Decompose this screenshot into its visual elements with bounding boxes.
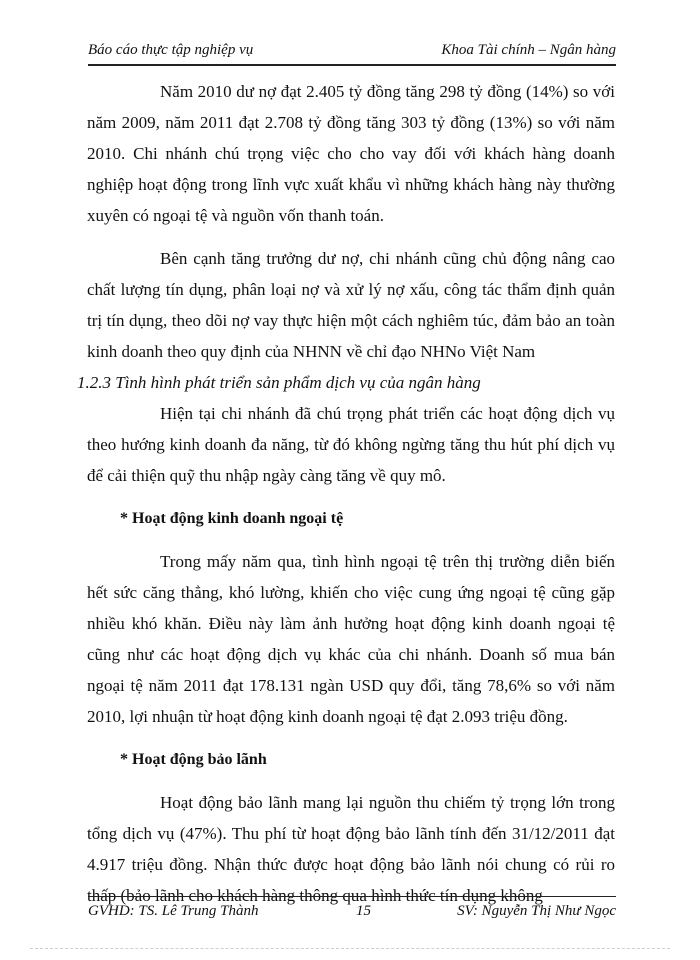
paragraph-credit-quality: Bên cạnh tăng trưởng dư nợ, chi nhánh cũng chủ động nâng cao chất lượng tín dụng, phân loại nợ và xử lý nợ xấu, công tác thẩm định quản trị tín dụng, theo dõi nợ vay thực hiện một cách nghiêm túc, đảm bảo an toàn kinh doanh theo quy định của NHNN về chỉ đạo NHNo Việt Nam bbox=[87, 249, 615, 361]
paragraph-guarantee: Hoạt động bảo lãnh mang lại nguồn thu chiếm tỷ trọng lớn trong tổng dịch vụ (47%). Thu phí từ hoạt động bảo lãnh tính đến 31/12/2011 đạt 4.917 triệu đồng. Nhận thức được hoạt động bảo lãnh nói chung có rủi ro thấp (bảo lãnh cho khách hàng thông qua hình thức tín dụng không bbox=[87, 793, 615, 905]
footer-student: SV: Nguyễn Thị Như Ngọc bbox=[457, 903, 616, 919]
footer-page-number: 15 bbox=[356, 903, 371, 919]
paragraph-foreign-exchange: Trong mấy năm qua, tình hình ngoại tệ trên thị trường diễn biến hết sức căng thẳng, khó lường, khiến cho việc cung ứng ngoại tệ cũng gặp nhiều khó khăn. Điều này làm ảnh hưởng hoạt động kinh doanh ngoại tệ cũng như các hoạt động dịch vụ khác của chi nhánh. Doanh số mua bán ngoại tệ năm 2011 đạt 178.131 ngàn USD quy đổi, tăng 78,6% so với năm 2010, lợi nhuận từ hoạt động kinh doanh ngoại tệ đạt 2.093 triệu đồng. bbox=[87, 552, 615, 726]
heading-guarantee: * Hoạt động bảo lãnh bbox=[120, 751, 267, 768]
page-header bbox=[88, 36, 616, 66]
document-body bbox=[77, 76, 615, 923]
footer-advisor: GVHD: TS. Lê Trung Thành bbox=[88, 903, 259, 919]
paragraph-services: Hiện tại chi nhánh đã chú trọng phát triển các hoạt động dịch vụ theo hướng kinh doanh đa năng, từ đó không ngừng tăng thu hút phí dịch vụ để cải thiện quỹ thu nhập ngày càng tăng về quy mô. bbox=[87, 404, 615, 485]
page-footer bbox=[88, 896, 616, 923]
header-report-title: Báo cáo thực tập nghiệp vụ bbox=[88, 42, 254, 58]
paragraph-loan-balance: Năm 2010 dư nợ đạt 2.405 tỷ đồng tăng 298 tỷ đồng (14%) so với năm 2009, năm 2011 đạt 2.708 tỷ đồng tăng 303 tỷ đồng (13%) so với năm 2010. Chi nhánh chú trọng việc cho cho vay đối với khách hàng doanh nghiệp hoạt động trong lĩnh vực xuất khẩu vì những khách hàng này thường xuyên có ngoại tệ và nguồn vốn thanh toán. bbox=[87, 82, 615, 225]
header-faculty: Khoa Tài chính – Ngân hàng bbox=[441, 42, 616, 58]
page-bottom-divider bbox=[30, 948, 670, 949]
subsection-title: 1.2.3 Tình hình phát triển sản phẩm dịch vụ của ngân hàng bbox=[77, 373, 481, 392]
heading-foreign-exchange: * Hoạt động kinh doanh ngoại tệ bbox=[120, 510, 344, 527]
